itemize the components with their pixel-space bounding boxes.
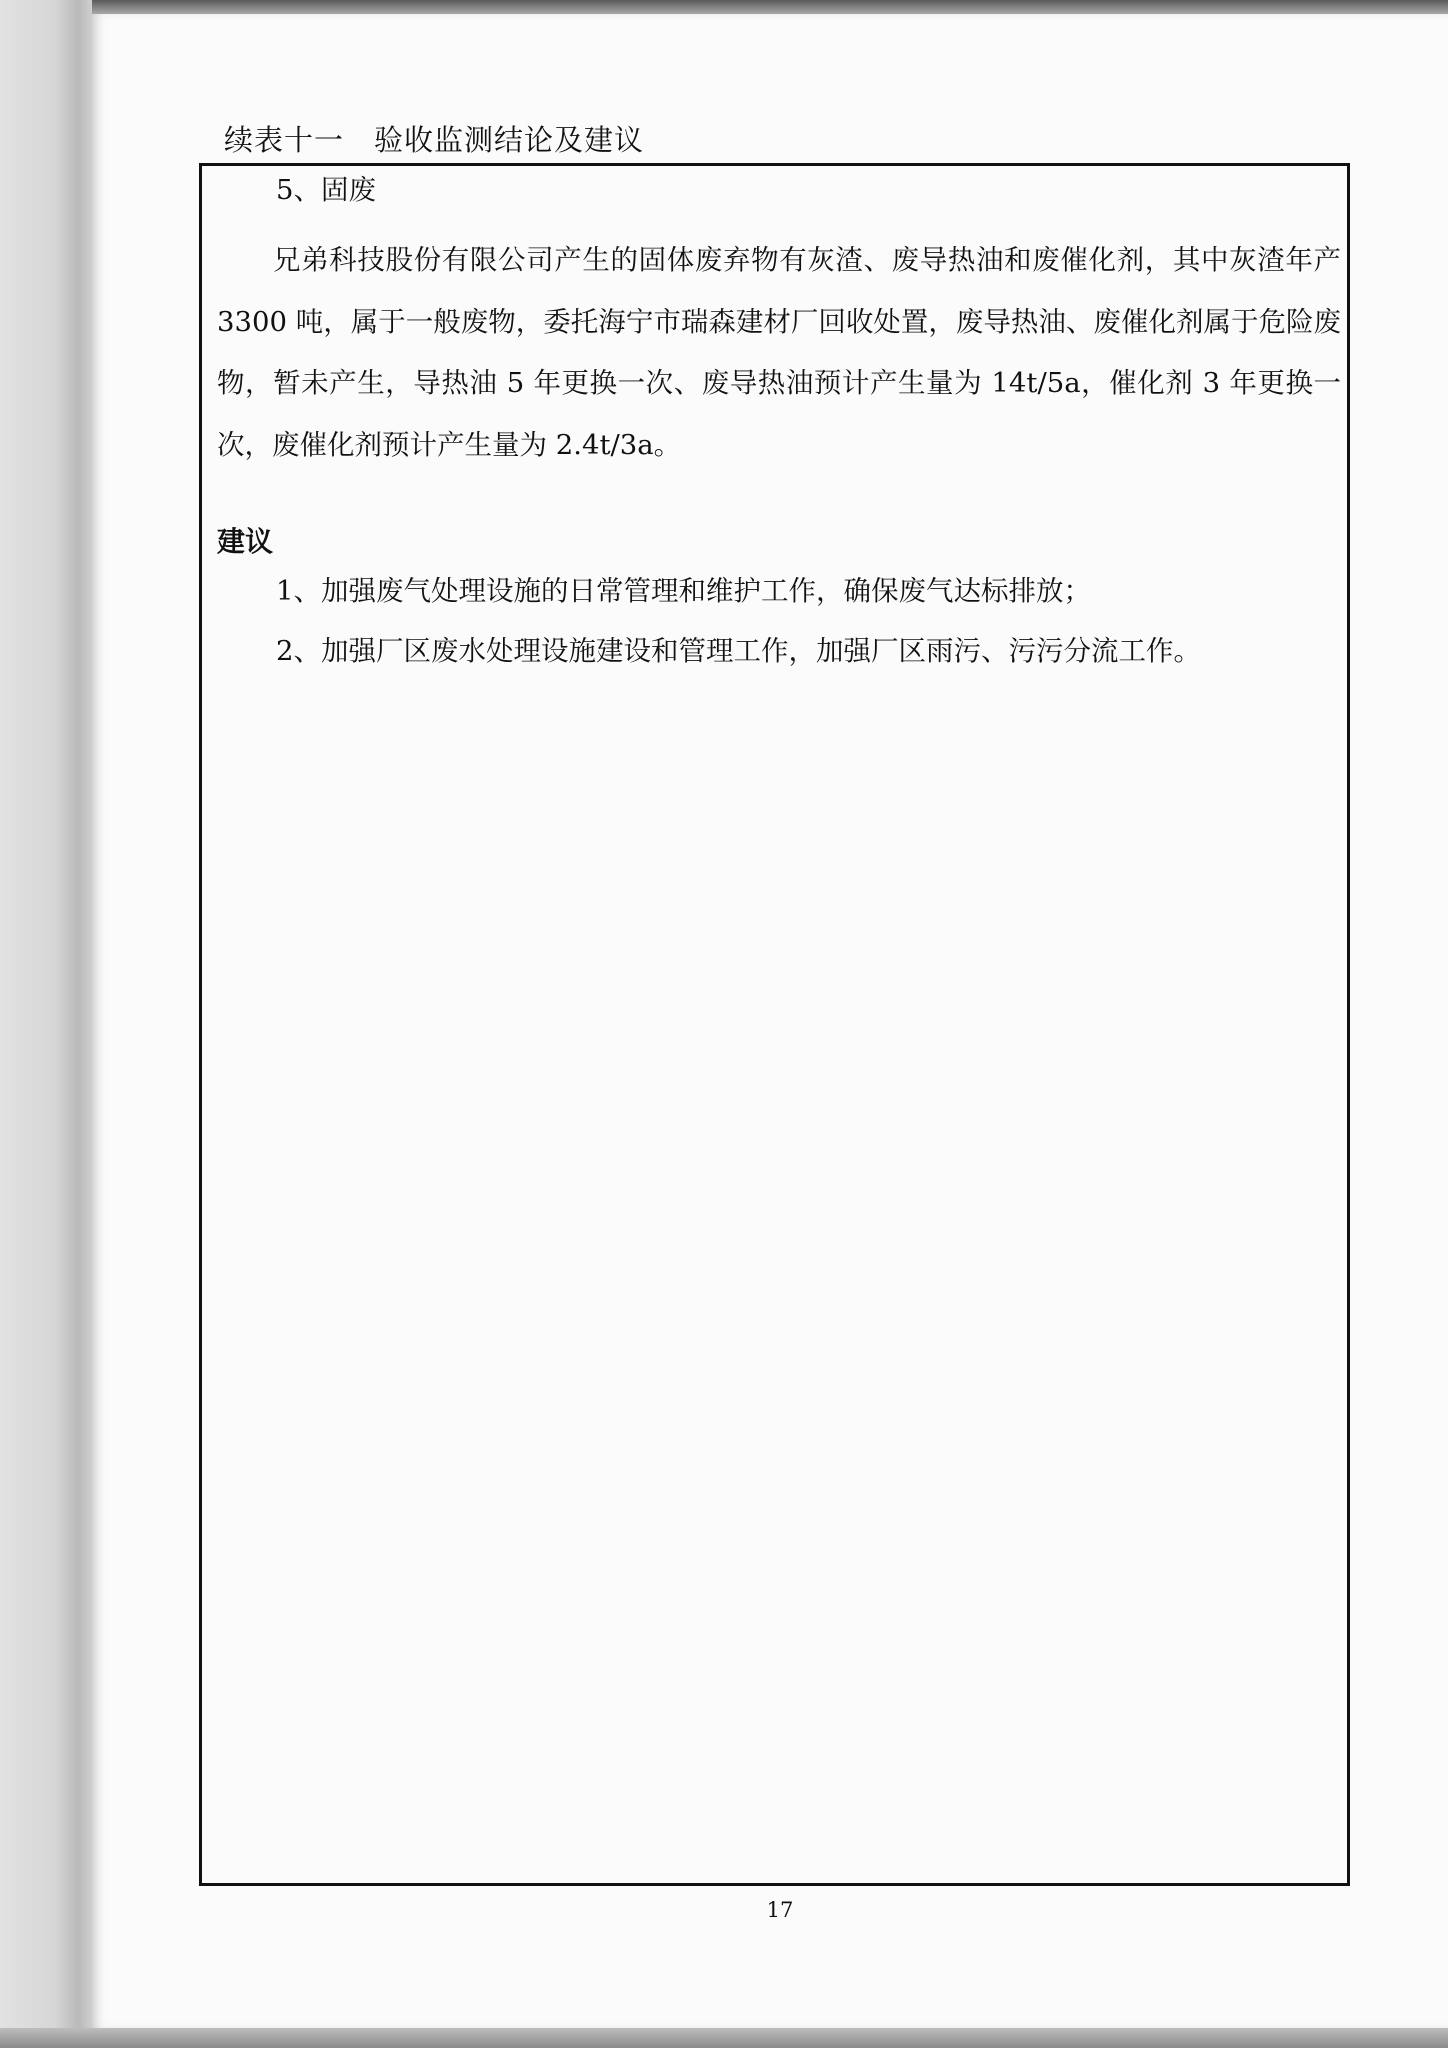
suggestions-title: 建议 — [217, 525, 274, 558]
section-5-title: 5、固废 — [276, 174, 376, 206]
page-heading — [224, 118, 644, 159]
scan-bottom-edge — [0, 2028, 1448, 2048]
table-label: 续表十一 — [224, 123, 345, 157]
suggestion-item-2: 2、加强厂区废水处理设施建设和管理工作，加强厂区雨污、污污分流工作。 — [276, 635, 1201, 667]
scan-top-edge — [0, 0, 1448, 14]
scan-binding-edge — [0, 0, 92, 2048]
suggestion-item-1: 1、加强废气处理设施的日常管理和维护工作，确保废气达标排放； — [276, 575, 1091, 607]
section-5-paragraph: 兄弟科技股份有限公司产生的固体废弃物有灰渣、废导热油和废催化剂，其中灰渣年产 3300 吨，属于一般废物，委托海宁市瑞森建材厂回收处置，废导热油、废催化剂属于危险废物，暂未产生，导热油 5 年更换一次、废导热油预计产生量为 14t/5a，催化剂 3 年更换一次，废催化剂预计产生量为 2.4t/3a。 — [217, 244, 1341, 461]
page-number: 17 — [766, 1898, 794, 1922]
heading-title: 验收监测结论及建议 — [374, 123, 645, 157]
